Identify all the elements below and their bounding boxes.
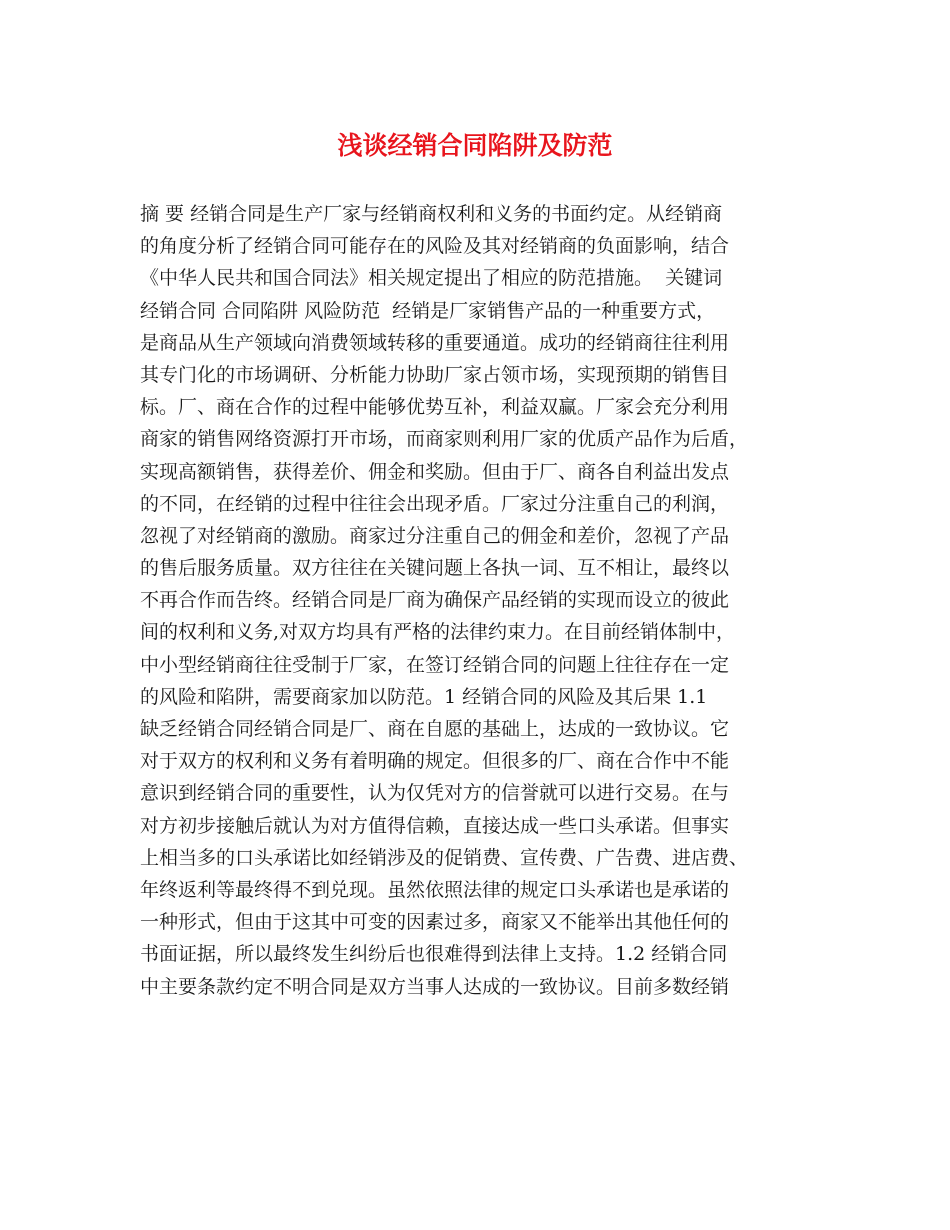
- body-text-line: 实现高额销售，获得差价、佣金和奖励。但由于厂、商各自利益出发点: [140, 460, 730, 483]
- body-text-line: 不再合作而告终。经销合同是厂商为确保产品经销的实现而设立的彼此: [140, 589, 730, 612]
- body-text-line: 缺乏经销合同经销合同是厂、商在自愿的基础上，达成的一致协议。它: [140, 718, 730, 740]
- body-text-line: 上相当多的口头承诺比如经销涉及的促销费、宣传费、广告费、进店费、: [140, 846, 749, 869]
- body-text-line: 意识到经销合同的重要性，认为仅凭对方的信誉就可以进行交易。在与: [140, 782, 730, 805]
- body-text-line: 是商品从生产领域向消费领域转移的重要通道。成功的经销商往往利用: [140, 331, 730, 354]
- body-text-line: 其专门化的市场调研、分析能力协助厂家占领市场，实现预期的销售目: [140, 363, 730, 386]
- body-text-line: 中主要条款约定不明合同是双方当事人达成的一致协议。目前多数经销: [140, 975, 730, 998]
- body-text-line: 《中华人民共和国合同法》相关规定提出了相应的防范措施。 关键词: [140, 267, 723, 290]
- body-text-line: 对于双方的权利和义务有着明确的规定。但很多的厂、商在合作中不能: [140, 750, 730, 773]
- body-text-line: 间的权利和义务,对双方均具有严格的法律约束力。在目前经销体制中，: [140, 621, 736, 644]
- body-text-line: 忽视了对经销商的激励。商家过分注重自己的佣金和差价，忽视了产品: [140, 524, 730, 547]
- body-text-line: 对方初步接触后就认为对方值得信赖，直接达成一些口头承诺。但事实: [140, 814, 730, 837]
- body-text-line: 的售后服务质量。双方往往在关键问题上各执一词、互不相让，最终以: [140, 557, 730, 580]
- document-body: [140, 198, 820, 1003]
- body-text-line: 书面证据，所以最终发生纠纷后也很难得到法律上支持。1.2 经销合同: [140, 943, 728, 966]
- body-text-line: 的角度分析了经销合同可能存在的风险及其对经销商的负面影响，结合: [140, 235, 730, 258]
- body-text-line: 摘 要 经销合同是生产厂家与经销商权利和义务的书面约定。从经销商: [140, 203, 723, 225]
- body-text-line: 的不同，在经销的过程中往往会出现矛盾。厂家过分注重自己的利润，: [140, 492, 730, 515]
- body-text-line: 一种形式，但由于这其中可变的因素过多，商家又不能举出其他任何的: [140, 911, 730, 934]
- body-text-line: 年终返利等最终得不到兑现。虽然依照法律的规定口头承诺也是承诺的: [140, 878, 730, 901]
- body-text-line: 的风险和陷阱，需要商家加以防范。1 经销合同的风险及其后果 1.1: [140, 685, 708, 708]
- body-text-line: 经销合同 合同陷阱 风险防范 经销是厂家销售产品的一种重要方式，: [140, 299, 716, 322]
- document-title: 浅谈经销合同陷阱及防范: [337, 131, 613, 160]
- body-text-line: 商家的销售网络资源打开市场，而商家则利用厂家的优质产品作为后盾，: [140, 428, 749, 451]
- body-text-line: 标。厂、商在合作的过程中能够优势互补，利益双赢。厂家会充分利用: [140, 396, 730, 419]
- body-text-line: 中小型经销商往往受制于厂家，在签订经销合同的问题上往往存在一定: [140, 653, 730, 676]
